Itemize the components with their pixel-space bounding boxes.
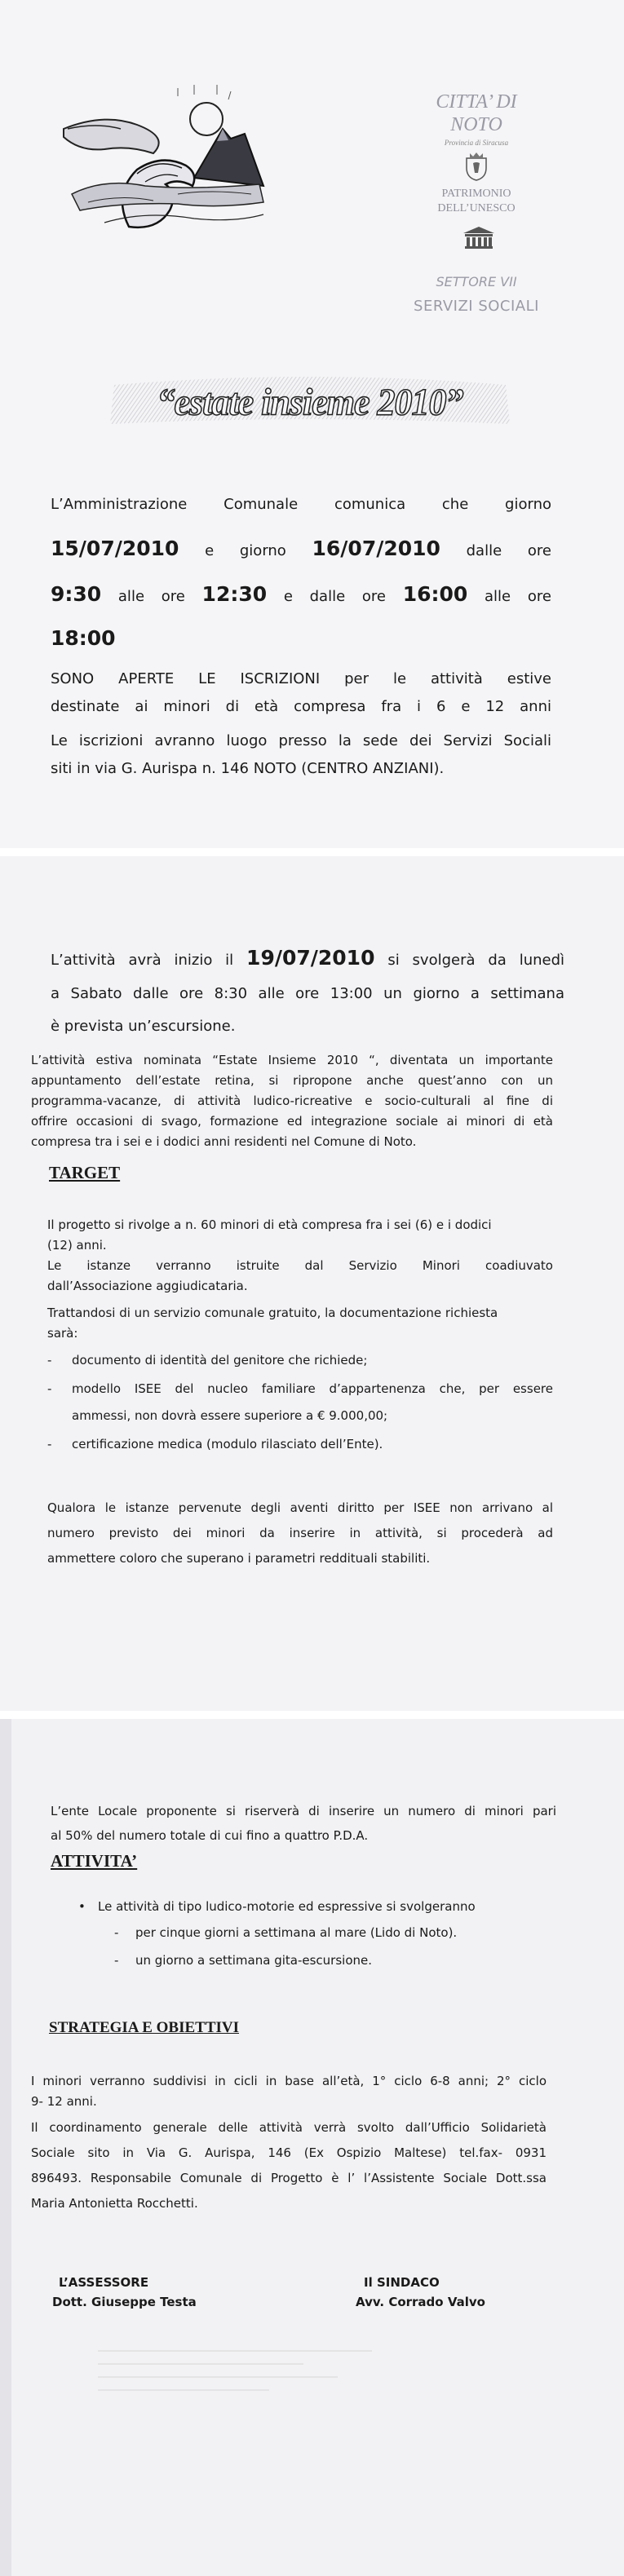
wave-logo-illustration bbox=[55, 80, 276, 243]
banner-title: “estate insieme 2010” bbox=[157, 381, 463, 424]
closing-paragraph bbox=[47, 1496, 553, 1571]
start-text: si svolgerà da lunedì bbox=[374, 952, 565, 969]
docs-intro-line: sarà: bbox=[47, 1326, 78, 1341]
dates-line bbox=[51, 537, 551, 560]
start-line-1 bbox=[51, 946, 564, 970]
start-text: L’attività avrà inizio il bbox=[51, 952, 247, 969]
strategy-line: Maria Antonietta Rocchetti. bbox=[31, 2196, 198, 2211]
docs-intro-line: Trattandosi di un servizio comunale gratuito, la documentazione richiesta bbox=[47, 1306, 498, 1320]
closing-line: numero previsto dei minori da inserire in attività, si procederà ad bbox=[47, 1526, 553, 1540]
reserve-line: al 50% del numero totale di cui fino a quattro P.D.A. bbox=[51, 1828, 369, 1843]
giorno-text: giorno bbox=[239, 542, 286, 559]
time-end-morning: 12:30 bbox=[201, 582, 268, 606]
enrolment-line-2: destinate ai minori di età compresa fra i 6 e 12 anni bbox=[51, 698, 551, 715]
docs-item: - modello ISEE del nucleo familiare d’appartenenza che, per essere ammessi, non dovrà essere superiore a € 9.000,00; bbox=[47, 1379, 553, 1426]
signature-left-name: Dott. Giuseppe Testa bbox=[52, 2295, 197, 2309]
docs-item-text: certificazione medica (modulo rilasciato dell’Ente). bbox=[72, 1437, 383, 1451]
strategy-paragraph bbox=[31, 2071, 547, 2216]
ore-text: ore bbox=[361, 588, 386, 605]
activity-bullet bbox=[78, 1897, 551, 1917]
announce-word: che bbox=[441, 496, 469, 513]
target-line: (12) anni. bbox=[47, 1238, 107, 1253]
ore-text: ore bbox=[527, 542, 551, 559]
signature-right-name: Avv. Corrado Valvo bbox=[356, 2295, 485, 2309]
bullet-icon: • bbox=[78, 1899, 86, 1914]
closing-line: ammettere coloro che superano i parametri reddituali stabiliti. bbox=[47, 1551, 431, 1566]
ore-text: ore bbox=[527, 588, 551, 605]
heritage-line2: DELL’UNESCO bbox=[437, 202, 516, 214]
location-line-1: Le iscrizioni avranno luogo presso la sede dei Servizi Sociali bbox=[51, 732, 551, 749]
docs-item-text: ammessi, non dovrà essere superiore a € 9.000,00; bbox=[72, 1408, 388, 1423]
date-first: 15/07/2010 bbox=[51, 537, 179, 560]
reserve-paragraph bbox=[51, 1799, 556, 1848]
strategy-line: 9- 12 anni. bbox=[31, 2094, 97, 2109]
alle-text: alle bbox=[117, 588, 145, 605]
target-paragraph bbox=[47, 1215, 553, 1297]
strategy-line: 896493. Responsabile Comunale di Progetto è l’ l’Assistente Sociale Dott.ssa bbox=[31, 2171, 547, 2185]
activity-sub-item: - un giorno a settimana gita-escursione. bbox=[114, 1951, 555, 1971]
city-name: NOTO bbox=[450, 114, 502, 135]
activity-sub-item: - per cinque giorni a settimana al mare (Lido di Noto). bbox=[114, 1923, 555, 1943]
reserve-line: L’ente Locale proponente si riserverà di inserire un numero di minori pari bbox=[51, 1804, 556, 1818]
closing-line: Qualora le istanze pervenute degli aventi diritto per ISEE non arrivano al bbox=[47, 1500, 553, 1515]
coat-of-arms-icon bbox=[463, 152, 489, 181]
intro-paragraph bbox=[31, 1050, 553, 1152]
e-dalle-text: e dalle bbox=[283, 588, 346, 605]
intro-line: offrire occasioni di svago, formazione ed integrazione sociale ai minori di età bbox=[31, 1114, 553, 1129]
start-line-3: è prevista un’escursione. bbox=[51, 1018, 236, 1035]
activity-sub-text: un giorno a settimana gita-escursione. bbox=[135, 1953, 373, 1968]
intro-line: compresa tra i sei e i dodici anni residenti nel Comune di Noto. bbox=[31, 1134, 417, 1149]
strategy-line: Il coordinamento generale delle attività verrà svolto dall’Ufficio Solidarietà bbox=[31, 2120, 547, 2135]
dalle-text: dalle bbox=[466, 542, 502, 559]
start-line-2: a Sabato dalle ore 8:30 alle ore 13:00 un giorno a settimana bbox=[51, 985, 564, 1002]
province-label: Provincia di Siracusa bbox=[444, 139, 509, 147]
page-3 bbox=[0, 1719, 624, 2576]
strategy-heading: STRATEGIA E OBIETTIVI bbox=[49, 2019, 240, 2036]
heritage-line1: PATRIMONIO bbox=[441, 188, 511, 200]
strategy-line: I minori verranno suddivisi in cicli in base all’età, 1° ciclo 6-8 anni; 2° ciclo bbox=[31, 2074, 547, 2088]
date-second: 16/07/2010 bbox=[312, 537, 440, 560]
time-end-afternoon: 18:00 bbox=[51, 626, 116, 650]
intro-line: programma-vacanze, di attività ludico-ricreative e socio-culturali al fine di bbox=[31, 1094, 553, 1108]
time-start-afternoon: 16:00 bbox=[402, 582, 468, 606]
intro-line: appuntamento dell’estate retina, si ripropone anche quest’anno con un bbox=[31, 1073, 553, 1088]
page-separator bbox=[0, 848, 624, 856]
activity-heading: ATTIVITA’ bbox=[51, 1851, 138, 1871]
announce-word: L’Amministrazione bbox=[51, 496, 188, 513]
activity-sub-text: per cinque giorni a settimana al mare (Lido di Noto). bbox=[135, 1925, 458, 1940]
location-line-2: siti in via G. Aurispa n. 146 NOTO (CENTRO ANZIANI). bbox=[51, 760, 445, 777]
announce-word: Comunale bbox=[223, 496, 299, 513]
page-2 bbox=[0, 856, 624, 1719]
estate-insieme-banner bbox=[98, 375, 522, 432]
target-line: dall’Associazione aggiudicataria. bbox=[47, 1279, 248, 1293]
docs-item-text: modello ISEE del nucleo familiare d’appartenenza che, per essere bbox=[72, 1381, 553, 1396]
docs-item-text: documento di identità del genitore che richiede; bbox=[72, 1353, 368, 1368]
target-line: Le istanze verranno istruite dal Servizio Minori coadiuvato bbox=[47, 1258, 553, 1273]
department-label: SERVIZI SOCIALI bbox=[414, 298, 539, 315]
page-separator bbox=[0, 1711, 624, 1719]
announce-line bbox=[51, 496, 551, 513]
docs-item: - documento di identità del genitore che richiede; bbox=[47, 1350, 553, 1371]
signature-right-title: Il SINDACO bbox=[364, 2275, 440, 2290]
strategy-line: Sociale sito in Via G. Aurispa, 146 (Ex Ospizio Maltese) tel.fax- 0931 bbox=[31, 2145, 547, 2160]
time-start-morning: 9:30 bbox=[51, 582, 102, 606]
ore-text: ore bbox=[161, 588, 185, 605]
scan-edge-shadow bbox=[0, 1719, 11, 2576]
signature-left-title: L’ASSESSORE bbox=[59, 2275, 149, 2290]
intro-line: L’attività estiva nominata “Estate Insieme 2010 “, diventata un importante bbox=[31, 1053, 553, 1067]
target-line: Il progetto si rivolge a n. 60 minori di età compresa fra i sei (6) e i dodici bbox=[47, 1217, 492, 1232]
activity-bullet-text: Le attività di tipo ludico-motorie ed espressive si svolgeranno bbox=[98, 1899, 476, 1914]
city-title: CITTA’ DI bbox=[436, 91, 517, 113]
unesco-logo-icon bbox=[462, 225, 496, 250]
docs-intro bbox=[47, 1303, 553, 1344]
conj-text: e bbox=[205, 542, 215, 559]
docs-list bbox=[47, 1350, 553, 1455]
start-date: 19/07/2010 bbox=[246, 946, 375, 970]
alle-text: alle bbox=[485, 588, 511, 605]
docs-item: - certificazione medica (modulo rilasciato dell’Ente). bbox=[47, 1434, 553, 1455]
sector-label: SETTORE VII bbox=[436, 274, 517, 289]
times-line bbox=[51, 582, 551, 606]
target-heading: TARGET bbox=[49, 1163, 121, 1182]
faint-bleedthrough bbox=[98, 2339, 440, 2437]
enrolment-line-1: SONO APERTE LE ISCRIZIONI per le attività estive bbox=[51, 670, 551, 687]
announce-word: comunica bbox=[334, 496, 406, 513]
page-1 bbox=[0, 0, 624, 856]
announce-word: giorno bbox=[505, 496, 551, 513]
